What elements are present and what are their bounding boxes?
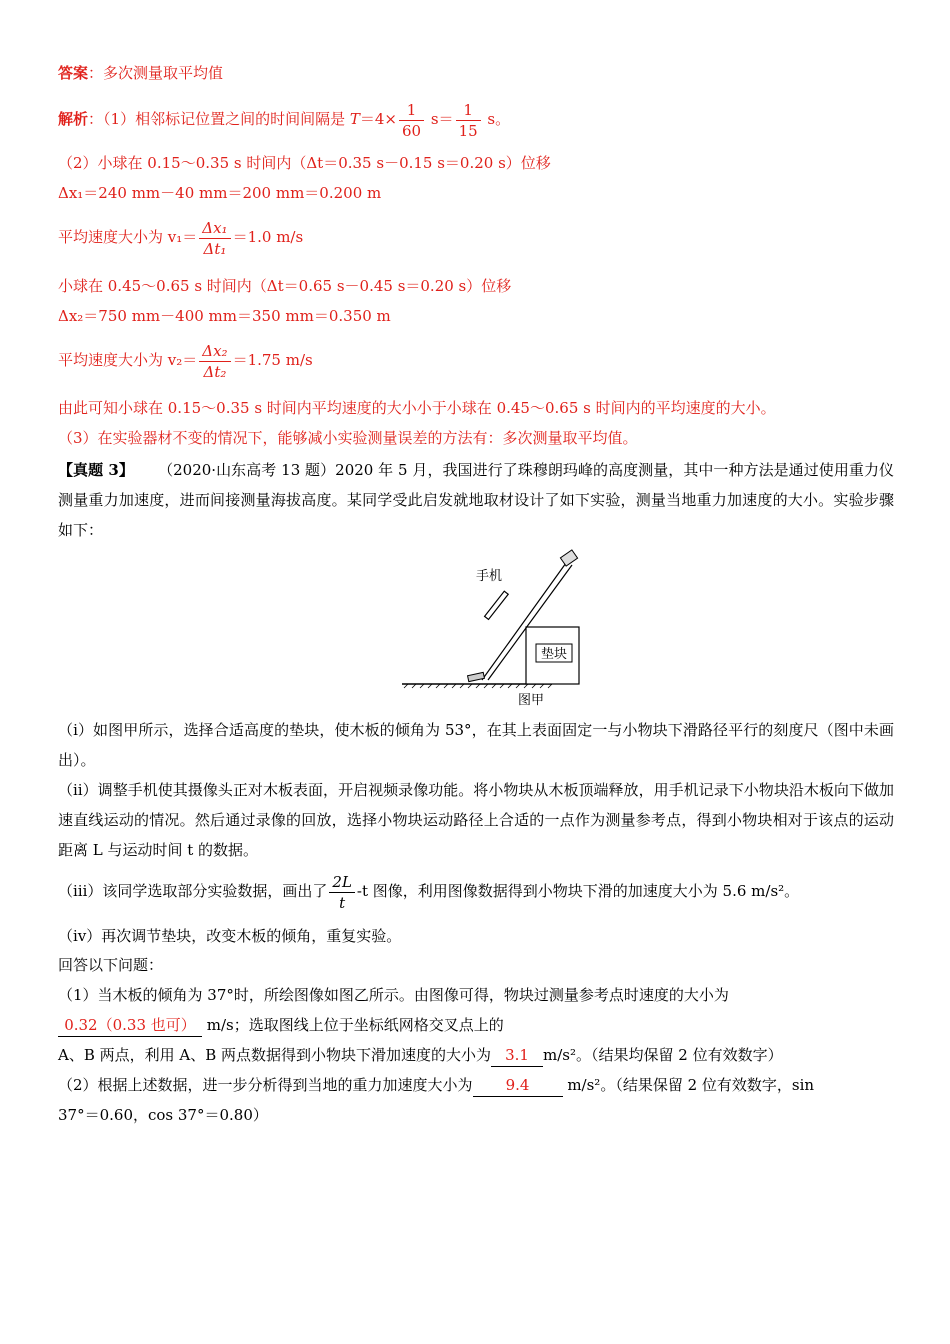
analysis-p4-prefix: 平均速度大小为 v₁＝ [58,228,198,246]
small-object [560,550,577,566]
step-1: （ⅰ）如图甲所示，选择合适高度的垫块，使木板的倾角为 53°，在其上表面固定一与小物块下滑路径平行的刻度尺（图中未画出）。 [58,721,894,769]
phone-label: 手机 [476,569,503,584]
analysis-p7 [58,337,313,383]
analysis-p9: （3）在实验器材不变的情况下，能够减小实验测量误差的方法有：多次测量取平均值。 [58,429,638,447]
answer-blank-1 [58,1014,202,1037]
answer-blank-2-value: 3.1 [505,1046,529,1064]
question-2-a: （2）根据上述数据，进一步分析得到当地的重力加速度大小为 [58,1076,473,1094]
fraction-numerator: 1 [399,100,424,121]
fraction-denominator: t [339,893,346,912]
question-intro-text: 2020 年 5 月，我国进行了珠穆朗玛峰的高度测量，其中一种方法是通过使用重力仪测量重力加速度，进而间接测量海拔高度。某同学受此启发就地取材设计了如下实验，测量当地重力加速度的大小。实验步骤如下： [58,461,894,539]
2L-over-t-fraction [329,872,355,913]
analysis-p1-prefix: （1）相邻标记位置之间的时间间隔是 [103,110,350,128]
question-source: （2020·山东高考 13 题） [158,461,336,479]
analysis-p1 [58,96,510,142]
answer-blank-3 [473,1074,563,1097]
analysis-colon: ： [88,110,104,128]
question-tag: 【真题 3】 [58,461,134,479]
question-1-c: A、B 两点，利用 A、B 两点数据得到小物块下滑加速度的大小为 [58,1046,492,1064]
analysis-p7-end: ＝1.75 m/s [232,351,313,369]
analysis-p8: 由此可知小球在 0.15～0.35 s 时间内平均速度的大小小于小球在 0.45～0.65 s 时间内的平均速度的大小。 [58,399,776,417]
analysis-label: 解析 [58,110,89,128]
analysis-p7-prefix: 平均速度大小为 v₂＝ [58,351,198,369]
fraction-denominator: 15 [458,121,478,140]
block-label: 垫块 [540,647,568,662]
fraction-1-15 [456,100,481,141]
fraction-numerator: 1 [456,100,481,121]
bottom-stopper [468,672,485,681]
velocity-fraction-2 [199,341,230,382]
fraction-numerator: 2L [329,872,355,893]
step-4: （ⅳ）再次调节垫块，改变木板的倾角，重复实验。 [58,927,402,945]
fraction-numerator: Δx₂ [199,341,230,362]
analysis-p1-eq: ＝4× [359,110,397,128]
answer-colon: ： [88,64,104,82]
question-1-text: （1）当木板的倾角为 37°时，所绘图像如图乙所示。由图像可得，物块过测量参考点时速度的大小为 [58,986,729,1004]
fraction-denominator: 60 [402,121,422,140]
question-1-line2 [58,1014,504,1037]
question-1-d: m/s²。（结果均保留 2 位有效数字） [543,1046,783,1064]
answer-label: 答案 [58,64,89,82]
step-3-prefix: （ⅲ）该同学选取部分实验数据，画出了 [58,882,328,900]
figure-caption: 图甲 [518,693,545,708]
step-3-end: -t 图像，利用图像数据得到小物块下滑的加速度大小为 5.6 m/s²。 [356,882,800,900]
analysis-p6: Δx₂＝750 mm－400 mm＝350 mm＝0.350 m [58,307,391,325]
question-1-b: m/s；选取图线上位于坐标纸网格交叉点上的 [206,1016,504,1034]
analysis-p2: （2）小球在 0.15～0.35 s 时间内（Δt＝0.35 s－0.15 s＝0.20 s）位移 [58,154,551,172]
question-2-line1 [58,1074,814,1097]
analysis-p4 [58,214,303,260]
question-2-line2: 37°＝0.60，cos 37°＝0.80） [58,1106,268,1124]
question-2-b: m/s²。（结果保留 2 位有效数字，sin [567,1076,815,1094]
answer-line [58,62,223,84]
incline-diagram [398,547,568,708]
figure-jia [398,547,568,708]
analysis-p5: 小球在 0.45～0.65 s 时间内（Δt＝0.65 s－0.45 s＝0.20 s）位移 [58,277,512,295]
fraction-numerator: Δx₁ [199,218,230,239]
step-2: （ⅱ）调整手机使其摄像头正对木板表面，开启视频录像功能。将小物块从木板顶端释放，用手机记录下小物块沿木板向下做加速直线运动的情况。然后通过录像的回放，选择小物块运动路径上合适的一点作为测量参考点，得到小物块相对于该点的运动距离 L 与运动时间 t 的数据。 [58,781,894,859]
fraction-1-60 [399,100,424,141]
analysis-p4-end: ＝1.0 m/s [232,228,304,246]
period-symbol: T [349,110,360,128]
analysis-p1-end: s。 [482,110,511,128]
question-intro [58,455,894,545]
answer-blank-2 [491,1044,543,1067]
analysis-p3: Δx₁＝240 mm－40 mm＝200 mm＝0.200 m [58,184,382,202]
answer-blank-1-value: 0.32（0.33 也可） [64,1016,196,1034]
fraction-denominator: Δt₂ [203,362,227,381]
phone [485,591,509,619]
answer-text: 多次测量取平均值 [103,64,224,82]
question-1-line3 [58,1044,783,1067]
analysis-p1-mid: s＝ [426,110,454,128]
fraction-denominator: Δt₁ [203,239,227,258]
answer-prompt: 回答以下问题： [58,956,164,974]
velocity-fraction-1 [199,218,230,259]
answer-blank-3-value: 9.4 [505,1076,530,1094]
step-3 [58,868,799,914]
